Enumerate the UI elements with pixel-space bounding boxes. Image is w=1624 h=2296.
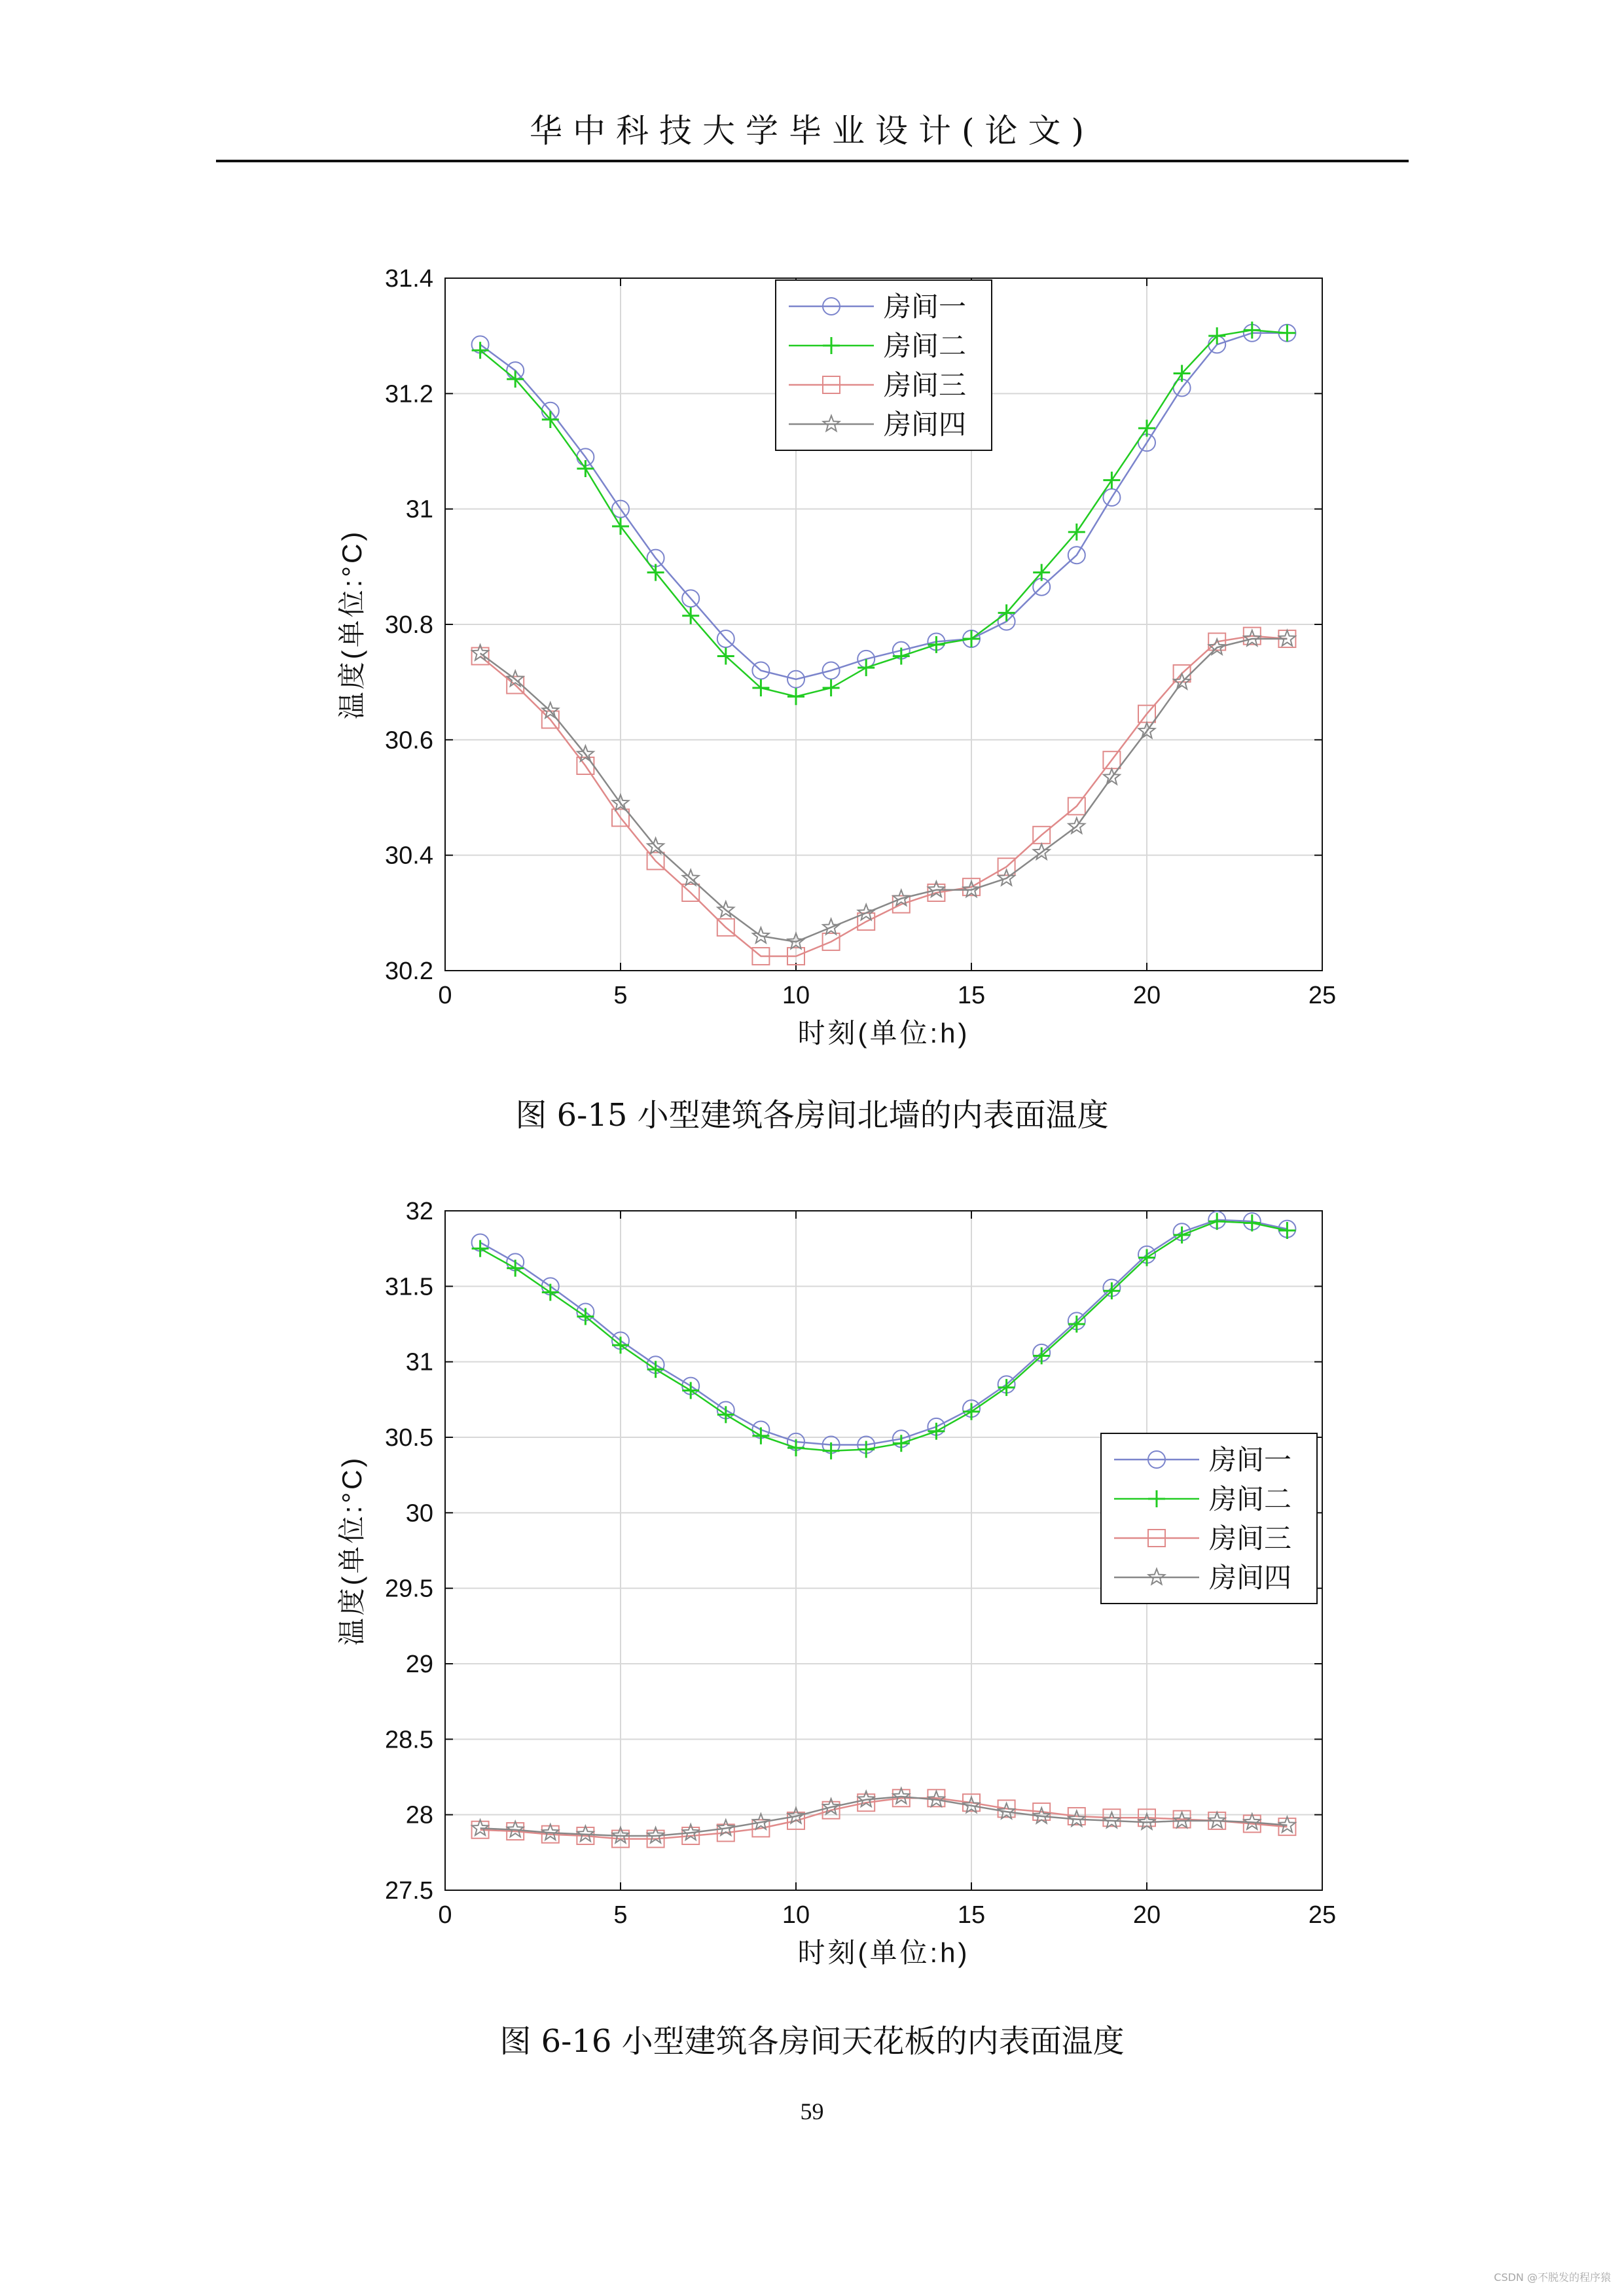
legend-label: 房间三: [884, 370, 967, 401]
data-point: [1174, 1227, 1191, 1244]
y-axis-title: 温度(单位:°C): [336, 1455, 367, 1646]
data-point: [612, 1336, 629, 1354]
data-point: [612, 518, 629, 535]
north-wall-temperature-chart: [0, 236, 1624, 1086]
y-tick-label: 31.5: [385, 1273, 433, 1301]
watermark: CSDN @不脱发的程序猿: [1494, 2271, 1611, 2284]
data-point: [1244, 1214, 1261, 1231]
y-tick-label: 30.4: [385, 842, 433, 870]
y-tick-label: 30: [405, 1499, 433, 1528]
series-line: [480, 636, 1288, 956]
y-tick-label: 28.5: [385, 1726, 433, 1754]
y-tick-label: 31: [405, 495, 433, 524]
y-tick-label: 30.6: [385, 726, 433, 755]
y-tick-label: 28: [405, 1801, 433, 1829]
ceiling-temperature-chart: [0, 1172, 1624, 2009]
series-1: [472, 1211, 1296, 1454]
x-tick-label: 10: [782, 982, 810, 1009]
legend-label: 房间二: [1209, 1484, 1292, 1515]
data-point: [647, 1361, 664, 1378]
series-line: [480, 1798, 1288, 1839]
page-number: 59: [800, 2098, 824, 2125]
series-3: [472, 628, 1296, 965]
legend-label: 房间三: [1209, 1523, 1292, 1554]
series-2: [472, 1213, 1296, 1460]
header-rule: [216, 160, 1409, 162]
data-point: [1208, 1213, 1225, 1230]
data-point: [893, 647, 910, 664]
data-point: [472, 1240, 489, 1257]
data-point: [1244, 321, 1261, 338]
x-tick-label: 0: [438, 1901, 452, 1929]
data-point: [682, 1382, 699, 1399]
legend-label: 房间四: [1209, 1562, 1292, 1593]
series-4: [472, 630, 1295, 948]
x-axis-title: 时刻(单位:h): [797, 1018, 970, 1049]
series-line: [480, 1221, 1288, 1451]
x-tick-label: 15: [957, 1901, 986, 1929]
figure-caption-6-15: 图 6-15 小型建筑各房间北墙的内表面温度: [515, 1097, 1109, 1134]
data-point: [472, 342, 489, 359]
y-tick-label: 27.5: [385, 1877, 433, 1905]
data-point: [717, 1406, 734, 1423]
data-point: [963, 1403, 980, 1420]
x-tick-label: 15: [957, 982, 986, 1009]
data-point: [507, 1260, 524, 1277]
x-tick-label: 5: [613, 1901, 628, 1929]
data-point: [577, 1308, 594, 1325]
x-tick-label: 20: [1132, 982, 1161, 1009]
y-tick-label: 31.4: [385, 265, 433, 293]
y-tick-label: 30.8: [385, 611, 433, 639]
y-axis-title: 温度(单位:°C): [336, 529, 367, 720]
y-tick-label: 30.2: [385, 958, 433, 985]
y-tick-label: 32: [405, 1198, 433, 1225]
series-line: [480, 1220, 1288, 1445]
y-tick-label: 29.5: [385, 1575, 433, 1603]
legend: [1101, 1433, 1317, 1604]
series-line: [480, 1797, 1288, 1836]
y-tick-label: 31.2: [385, 380, 433, 408]
legend-label: 房间一: [1209, 1444, 1292, 1475]
legend-label: 房间四: [884, 409, 967, 440]
data-point: [787, 688, 804, 705]
x-tick-label: 10: [782, 1901, 810, 1929]
y-tick-label: 29: [405, 1651, 433, 1678]
x-tick-label: 25: [1308, 1901, 1337, 1929]
x-tick-label: 25: [1308, 982, 1337, 1009]
x-tick-label: 0: [438, 982, 452, 1009]
legend: [776, 280, 992, 450]
x-axis-title: 时刻(单位:h): [797, 1937, 970, 1968]
data-point: [647, 564, 664, 581]
x-tick-label: 20: [1132, 1901, 1161, 1929]
figure-caption-6-16: 图 6-16 小型建筑各房间天花板的内表面温度: [499, 2023, 1125, 2060]
data-point: [1103, 472, 1120, 489]
y-tick-label: 31: [405, 1348, 433, 1376]
series-4: [472, 1788, 1295, 1843]
legend-label: 房间二: [884, 331, 967, 361]
thesis-header: 华中科技大学毕业设计(论文): [529, 112, 1094, 150]
y-tick-label: 30.5: [385, 1424, 433, 1452]
legend-label: 房间一: [884, 291, 967, 322]
data-point: [472, 1820, 488, 1835]
data-point: [823, 679, 840, 696]
data-point: [1278, 1222, 1295, 1239]
data-point: [928, 636, 945, 653]
data-point: [752, 1427, 769, 1444]
x-tick-label: 5: [613, 982, 628, 1009]
